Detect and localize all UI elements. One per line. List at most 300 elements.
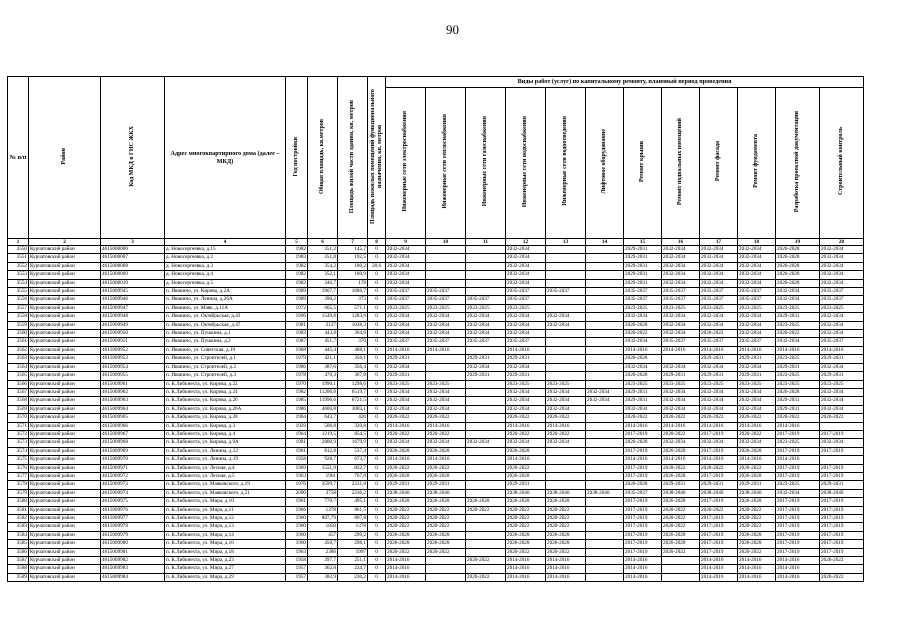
column-number: 4 [165, 239, 286, 246]
table-cell: 2032-2034 [624, 313, 662, 321]
column-number: 14 [586, 239, 624, 246]
table-cell: 351,2 [308, 246, 338, 254]
table-cell: 2032-2034 [546, 405, 586, 413]
table-cell: 2020-2022 [662, 523, 700, 531]
table-cell: 2032-2034 [738, 271, 776, 279]
table-cell: 537,4 [338, 447, 368, 455]
table-cell [586, 246, 624, 254]
table-cell: 2017-2019 [624, 548, 662, 556]
table-cell: п. Иванино, ул. Маяк, д.11А [165, 304, 286, 312]
table-row [8, 489, 864, 497]
table-cell: 2032-2034 [700, 279, 738, 287]
table-row [8, 338, 864, 346]
table-cell: 2023-2025 [624, 304, 662, 312]
table-cell: 2020-2022 [662, 515, 700, 523]
table-cell: 2032-2034 [662, 439, 700, 447]
table-cell: 2032-2034 [506, 246, 546, 254]
table-cell: п. К.Либкнехта, ул. Мира, д.10 [165, 498, 286, 506]
table-cell: 2032-2034 [586, 388, 624, 396]
table-cell: 2032-2034 [466, 363, 506, 371]
header-work-9: Ремонт фасада [700, 88, 738, 239]
table-cell: п. К.Либкнехта, ул. Мира, д.11 [165, 506, 286, 514]
table-cell: 3580 [8, 498, 29, 506]
table-cell: 2035-2037 [386, 296, 426, 304]
column-number: 1 [8, 239, 29, 246]
table-cell: 2029-2031 [738, 372, 776, 380]
table-cell: 2386 [308, 548, 338, 556]
table-cell: 352,1 [308, 271, 338, 279]
table-cell: п. К.Либкнехта, ул. Лесная, д.5 [165, 472, 286, 480]
table-cell: 3566 [8, 380, 29, 388]
table-cell: 2032-2034 [624, 338, 662, 346]
table-cell: 2032-2034 [820, 262, 864, 270]
table-row [8, 531, 864, 539]
table-cell: 2035-2037 [662, 288, 700, 296]
table-cell: 2026-2028 [506, 540, 546, 548]
table-cell: 2032-2034 [662, 363, 700, 371]
table-cell: 2020-2022 [426, 515, 466, 523]
table-cell: 770,7 [308, 498, 338, 506]
table-cell: 2020-2022 [386, 523, 426, 531]
table-row [8, 313, 864, 321]
table-cell: 3561 [8, 338, 29, 346]
table-cell: 470,3 [308, 372, 338, 380]
table-cell: 2032-2034 [624, 363, 662, 371]
table-cell: 2014-2016 [624, 573, 662, 581]
table-cell [466, 246, 506, 254]
table-cell: 451,7 [308, 338, 338, 346]
table-cell: 2032-2034 [700, 321, 738, 329]
table-cell: 2020-2022 [546, 506, 586, 514]
table-cell: 2020-2022 [426, 506, 466, 514]
table-cell: 2014-2016 [700, 346, 738, 354]
table-cell: 2023-2025 [820, 304, 864, 312]
table-cell: 2032-2034 [506, 439, 546, 447]
table-cell: 2029-2031 [662, 481, 700, 489]
table-cell: 2032-2034 [738, 388, 776, 396]
table-cell [586, 540, 624, 548]
table-cell [546, 472, 586, 480]
table-cell: 145,7 [338, 246, 368, 254]
table-cell: 2029-2031 [506, 372, 546, 380]
table-cell: 2032-2034 [700, 388, 738, 396]
table-cell: 0 [368, 540, 386, 548]
table-cell: 457 [308, 531, 338, 539]
table-cell: 2032-2034 [386, 279, 426, 287]
table-cell: 2029-2031 [624, 388, 662, 396]
table-cell: 2026-2028 [662, 447, 700, 455]
table-cell [586, 565, 624, 573]
table-cell: д. Новосергеевка, д.2 [165, 254, 286, 262]
table-cell: 3577 [8, 472, 29, 480]
table-cell: д. Новосергеевка, д.15 [165, 246, 286, 254]
table-cell: 2017-2019 [776, 531, 820, 539]
table-cell [820, 565, 864, 573]
table-cell: Курчатовский район [29, 338, 101, 346]
table-cell [586, 372, 624, 380]
table-cell: 2014-2016 [700, 456, 738, 464]
table-cell: 3559 [8, 321, 29, 329]
table-cell: 0 [368, 414, 386, 422]
table-cell [586, 304, 624, 312]
table-cell [426, 573, 466, 581]
table-cell: 2020-2022 [776, 330, 820, 338]
table-cell [426, 363, 466, 371]
table-cell: 4615009969 [101, 447, 165, 455]
table-cell: 2038-2040 [386, 489, 426, 497]
table-row [8, 304, 864, 312]
table-cell: 1969 [286, 464, 308, 472]
table-cell: 0 [368, 498, 386, 506]
table-cell: 2032-2034 [776, 288, 820, 296]
table-cell: 2023-2025 [662, 380, 700, 388]
table-cell: 2032-2034 [776, 489, 820, 497]
table-cell: 2032-2034 [662, 246, 700, 254]
table-cell: 2026-2028 [624, 321, 662, 329]
table-cell: 2014-2016 [546, 565, 586, 573]
table-cell: 2032-2034 [466, 330, 506, 338]
table-cell: 4615009965 [101, 414, 165, 422]
table-cell: 2017-2019 [624, 540, 662, 548]
table-cell [586, 447, 624, 455]
table-cell: 370 [338, 338, 368, 346]
table-cell: п. К.Либкнехта, ул. Кирова, д.28 [165, 414, 286, 422]
table-cell: п. К.Либкнехта, ул. Ленина, д.12 [165, 447, 286, 455]
table-cell: Курчатовский район [29, 515, 101, 523]
table-cell: 2029-2031 [386, 481, 426, 489]
table-cell: Курчатовский район [29, 279, 101, 287]
table-cell: 2038-2040 [586, 489, 624, 497]
table-cell: 2035-2037 [738, 288, 776, 296]
table-cell [586, 439, 624, 447]
table-cell: 2023-2025 [776, 439, 820, 447]
table-cell: 2023-2025 [386, 380, 426, 388]
table-cell [426, 271, 466, 279]
table-cell [586, 523, 624, 531]
table-cell: п. К.Либкнехта, ул. Ленина, д.19 [165, 456, 286, 464]
table-cell: 2014-2016 [546, 422, 586, 430]
table-cell: 2020-2022 [426, 464, 466, 472]
table-cell: Курчатовский район [29, 355, 101, 363]
table-cell: 1960 [286, 540, 308, 548]
table-cell: 2035-2037 [700, 288, 738, 296]
table-cell: 2035-2037 [466, 296, 506, 304]
table-cell: 2026-2028 [546, 498, 586, 506]
table-cell: 2014-2016 [662, 456, 700, 464]
table-cell: 2032-2034 [506, 397, 546, 405]
table-cell: 2029-2031 [386, 355, 426, 363]
table-cell: 3562 [8, 346, 29, 354]
table-cell [466, 548, 506, 556]
table-cell: 3568 [8, 397, 29, 405]
table-cell: 2032-2034 [820, 363, 864, 371]
table-cell: 3560 [8, 330, 29, 338]
table-cell [586, 506, 624, 514]
table-cell: 2029-2031 [466, 372, 506, 380]
table-cell: 2017-2019 [700, 540, 738, 548]
header-work-6: Лифтовое оборудование [586, 88, 624, 239]
table-cell [466, 489, 506, 497]
table-cell: 2026-2028 [624, 355, 662, 363]
table-cell [466, 481, 506, 489]
table-cell: 2029-2031 [386, 372, 426, 380]
table-cell [546, 330, 586, 338]
table-cell [546, 338, 586, 346]
table-cell: 2029-2031 [700, 372, 738, 380]
table-row [8, 279, 864, 287]
table-cell: 1929 [286, 422, 308, 430]
table-cell: 2032-2034 [700, 246, 738, 254]
table-cell: 2032-2034 [386, 271, 426, 279]
table-cell: Курчатовский район [29, 380, 101, 388]
table-cell [586, 288, 624, 296]
table-cell [466, 262, 506, 270]
table-cell: 2017-2019 [776, 515, 820, 523]
table-cell: 1968 [286, 346, 308, 354]
table-cell: 2032-2034 [466, 321, 506, 329]
table-row [8, 565, 864, 573]
table-cell: 571,1 [338, 304, 368, 312]
table-cell: 2020-2022 [820, 557, 864, 565]
table-cell: 3578 [8, 481, 29, 489]
table-cell: Курчатовский район [29, 565, 101, 573]
table-row [8, 540, 864, 548]
table-cell: 234,7 [338, 565, 368, 573]
table-cell: 4615009981 [101, 548, 165, 556]
table-cell: 1983 [286, 254, 308, 262]
table-cell: 2020-2022 [624, 330, 662, 338]
table-cell: 2038-2040 [820, 489, 864, 497]
table-cell: 2029-2031 [624, 271, 662, 279]
table-cell: 767,6 [338, 472, 368, 480]
table-cell [466, 288, 506, 296]
table-cell: 0 [368, 430, 386, 438]
table-cell: Курчатовский район [29, 447, 101, 455]
table-cell: 2026-2028 [506, 498, 546, 506]
table-cell [546, 355, 586, 363]
table-cell: 192,5 [338, 254, 368, 262]
table-cell: 2035-2037 [506, 288, 546, 296]
table-cell: 2026-2028 [738, 531, 776, 539]
header-code: Код МКД в ГИС ЖКХ [101, 77, 165, 239]
table-cell: 4615009974 [101, 489, 165, 497]
table-cell: 2020-2022 [700, 330, 738, 338]
header-year: Год постройки [286, 77, 308, 239]
table-cell: 2032-2034 [738, 279, 776, 287]
table-cell: 2026-2028 [738, 447, 776, 455]
header-work-3: Инженерные сети газоснабжения [466, 88, 506, 239]
table-cell: 1549,8 [308, 313, 338, 321]
table-cell: 2026-2028 [386, 531, 426, 539]
table-cell: 2029-2031 [820, 372, 864, 380]
table-cell: 2032-2034 [426, 313, 466, 321]
table-cell: 2032-2034 [820, 246, 864, 254]
table-row [8, 506, 864, 514]
column-number: 8 [368, 239, 386, 246]
table-cell [586, 573, 624, 581]
table-cell: п. К.Либкнехта, ул. Мира, д.14 [165, 531, 286, 539]
table-cell: 2032-2034 [738, 313, 776, 321]
table-cell: 2014-2016 [506, 565, 546, 573]
table-cell: 4615009949 [101, 321, 165, 329]
table-row [8, 346, 864, 354]
table-cell: 2020-2022 [820, 573, 864, 581]
table-cell: 2017-2019 [776, 447, 820, 455]
table-cell: 4615009976 [101, 506, 165, 514]
table-cell [466, 565, 506, 573]
table-cell: Курчатовский район [29, 414, 101, 422]
table-cell [586, 363, 624, 371]
table-cell: 1966 [286, 506, 308, 514]
table-row [8, 523, 864, 531]
table-cell: 2026-2028 [624, 372, 662, 380]
table-cell: 0 [368, 279, 386, 287]
table-cell: 2017-2019 [700, 523, 738, 531]
header-works-title: Виды работ (услуг) по капитальному ремонту, плановый период проведения [386, 77, 864, 88]
table-cell: 2020-2022 [700, 506, 738, 514]
table-cell: Курчатовский район [29, 397, 101, 405]
table-cell [586, 380, 624, 388]
table-cell: 3588 [8, 565, 29, 573]
table-cell [466, 430, 506, 438]
table-cell: 2032-2034 [466, 439, 506, 447]
table-row [8, 405, 864, 413]
table-cell: 6519,7 [338, 388, 368, 396]
table-row [8, 464, 864, 472]
table-cell: Курчатовский район [29, 573, 101, 581]
table-cell: Курчатовский район [29, 498, 101, 506]
table-cell [546, 456, 586, 464]
table-row [8, 414, 864, 422]
table-cell: 2029-2031 [738, 355, 776, 363]
table-cell: 2017-2019 [776, 430, 820, 438]
table-cell: п. Иванино, ул. Пушкина, д.1 [165, 330, 286, 338]
table-cell: п. Иванино, ул. Октябрьская, д.43 [165, 313, 286, 321]
table-cell: 2026-2028 [738, 540, 776, 548]
table-cell: Курчатовский район [29, 548, 101, 556]
table-cell: 2014-2016 [776, 422, 820, 430]
table-cell: 2017-2019 [820, 472, 864, 480]
table-cell: 2032-2034 [426, 439, 466, 447]
column-number: 20 [820, 239, 864, 246]
table-cell: 1686,7 [338, 288, 368, 296]
column-number: 7 [338, 239, 368, 246]
table-cell: п. К.Либкнехта, ул. Мира, д.12 [165, 515, 286, 523]
table-cell: 2029-2031 [662, 372, 700, 380]
table-cell: 3581 [8, 506, 29, 514]
table-cell: Курчатовский район [29, 388, 101, 396]
table-cell: 2029-2031 [624, 262, 662, 270]
table-cell: п. К.Либкнехта, ул. Мира, д.23 [165, 557, 286, 565]
table-cell: 0 [368, 254, 386, 262]
table-cell: 812,8 [308, 447, 338, 455]
table-row [8, 288, 864, 296]
table-cell: п. К.Либкнехта, ул. Кирова, д.9А [165, 439, 286, 447]
table-cell: 854,5 [338, 430, 368, 438]
table-cell: 1963 [286, 548, 308, 556]
table-cell: 0 [368, 321, 386, 329]
header-address: Адрес многоквартирного дома (далее – МКД) [165, 77, 286, 239]
table-cell: д. Новосергеевка, д.3 [165, 262, 286, 270]
table-cell: 2032-2034 [506, 271, 546, 279]
table-cell [586, 338, 624, 346]
table-cell: 2014-2016 [624, 456, 662, 464]
table-cell: п. Иванино, ул. Ленина, д.26А [165, 296, 286, 304]
table-cell: 2032-2034 [820, 439, 864, 447]
table-cell: 3569 [8, 405, 29, 413]
table-cell: 2014-2016 [700, 557, 738, 565]
table-cell: 2017-2019 [700, 447, 738, 455]
table-cell: 4615009963 [101, 397, 165, 405]
table-cell: 1970 [286, 380, 308, 388]
table-cell: 2020-2022 [506, 464, 546, 472]
table-row [8, 330, 864, 338]
table-cell: 2020-2022 [426, 548, 466, 556]
table-cell: 2020-2022 [546, 548, 586, 556]
table-cell: 0 [368, 397, 386, 405]
table-cell: Курчатовский район [29, 262, 101, 270]
table-row [8, 515, 864, 523]
table-cell: 4615009967 [101, 430, 165, 438]
table-cell: 2035-2037 [386, 288, 426, 296]
table-cell: 2014-2016 [776, 346, 820, 354]
table-cell: 2014-2016 [776, 565, 820, 573]
table-cell: 2020-2022 [386, 464, 426, 472]
table-cell: 2026-2028 [624, 439, 662, 447]
table-cell: п. Иванино, ул. Пушкина, д.2 [165, 338, 286, 346]
table-cell: 0 [368, 271, 386, 279]
table-cell: 2023-2025 [820, 380, 864, 388]
header-nonres-area: Площадь нежилых помещений функционального назначения, кв. метров [368, 77, 386, 239]
table-cell: 2032-2034 [738, 405, 776, 413]
table-cell: 0 [368, 355, 386, 363]
table-cell: 4615009973 [101, 481, 165, 489]
table-cell: 2035-2037 [506, 338, 546, 346]
table-cell: Курчатовский район [29, 246, 101, 254]
table-cell: 3758 [308, 489, 338, 497]
table-cell: 2014-2016 [386, 565, 426, 573]
table-cell: п. К.Либкнехта, ул. Маяковского, д.19 [165, 481, 286, 489]
table-cell: 2026-2028 [386, 498, 426, 506]
table-cell: 4615009950 [101, 330, 165, 338]
table-cell: 3587 [8, 557, 29, 565]
table-cell: 2029-2031 [624, 246, 662, 254]
table-row [8, 372, 864, 380]
table-cell: 2020-2022 [662, 430, 700, 438]
table-cell: д. Новосергеевка, д.5 [165, 279, 286, 287]
column-number: 11 [466, 239, 506, 246]
table-cell: 4606,8 [308, 405, 338, 413]
table-cell [546, 447, 586, 455]
table-cell: п. Иванино, ул. Советская, д.19 [165, 346, 286, 354]
table-cell [662, 565, 700, 573]
table-cell: 1996 [286, 313, 308, 321]
table-cell [586, 330, 624, 338]
table-cell: 2026-2028 [662, 531, 700, 539]
table-cell: 2032-2034 [506, 279, 546, 287]
table-cell: 2029-2031 [820, 355, 864, 363]
table-cell [466, 523, 506, 531]
table-cell: 2020-2022 [700, 414, 738, 422]
table-cell: 2032-2034 [738, 321, 776, 329]
table-cell: 2032-2034 [506, 388, 546, 396]
table-cell: 2017-2019 [820, 540, 864, 548]
table-cell: 2020-2022 [386, 430, 426, 438]
table-cell: 0 [368, 548, 386, 556]
table-cell: 2035-2037 [700, 338, 738, 346]
table-cell: 2020-2022 [426, 430, 466, 438]
table-cell: 2035-2037 [662, 338, 700, 346]
